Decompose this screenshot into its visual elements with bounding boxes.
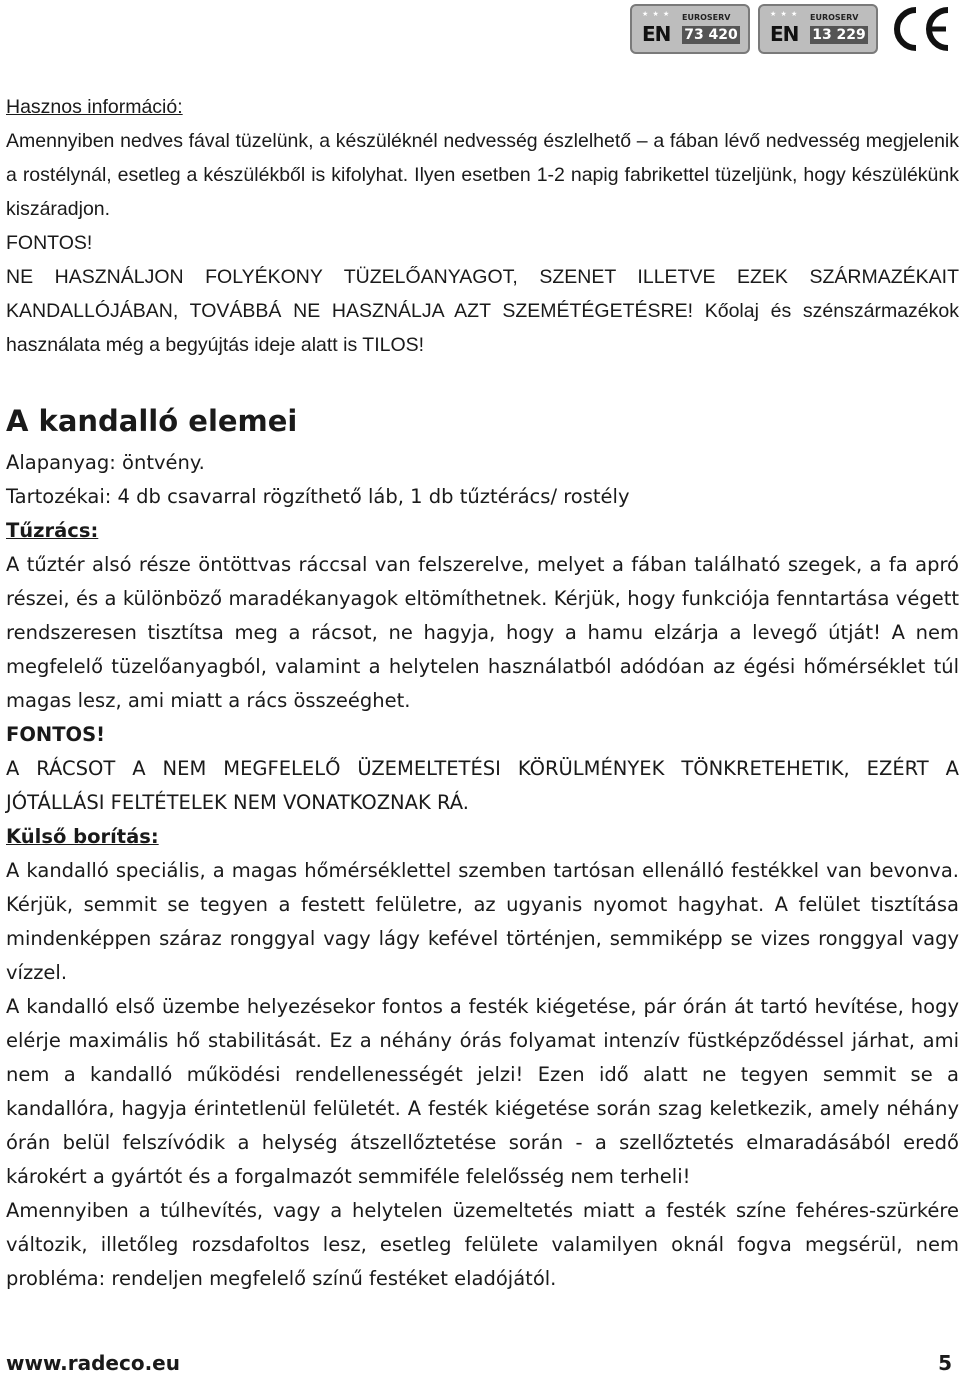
en-badge-1 xyxy=(630,4,750,54)
cover-paragraph-2: A kandalló első üzembe helyezésekor fontos a festék kiégetése, pár órán át tartó hevítése, hogy elérje maximális hő stabilitását. Ez a néhány órás folyamat intenzív füstképződéssel járhat, ami nem a kandalló működési rendellenességét jelzi! Ezen idő alatt ne tegyen semmit se a kandallóra, hagyja érintetlenül felületét. A festék kiégetése során szag keletkezik, amely néhány órán belül felszívódik a helység átszellőztetése során - a szellőztetés elmaradásából eredő károkért a gyártót és a forgalmazót semmiféle felelősség nem terheli! xyxy=(6,995,959,1188)
accessories-text: Tartozékai: 4 db csavarral rögzíthető láb, 1 db tűztérács/ rostély xyxy=(6,485,630,508)
useful-info-section xyxy=(6,90,959,362)
grate-body: A tűztér alsó része öntöttvas ráccsal van felszerelve, melyet a fában található szegek, a fa apró részei, és a különböző maradékanyagok eltömíthetnek. Kérjük, hogy funkciója fenntartása végett rendszeresen tisztítsa meg a rácsot, ne hagyja, hogy a hamu elzárja a levegő útját! A nem megfelelő tüzelőanyagból, valamint a helytelen használatból adódóan az égési hőmérséklet túl magas lesz, ami miatt a rács összeéghet. xyxy=(6,553,959,712)
grate-warn-label: FONTOS! xyxy=(6,723,106,746)
useful-info-title: Hasznos információ: xyxy=(6,96,183,118)
page-footer xyxy=(6,1351,952,1375)
grate-warn-caps: A RÁCSOT A NEM MEGFELELŐ ÜZEMELTETÉSI KÖRÜLMÉNYEK TÖNKRETEHETIK, EZÉRT A JÓTÁLLÁSI FELTÉTELEK NEM VONATKOZNAK RÁ. xyxy=(6,757,959,814)
useful-warn-label: FONTOS! xyxy=(6,232,93,254)
elements-section xyxy=(6,404,959,438)
elements-body xyxy=(6,446,959,1296)
footer-url[interactable]: www.radeco.eu xyxy=(6,1351,180,1375)
cover-title: Külső borítás: xyxy=(6,825,159,848)
badge-prefix: EN xyxy=(770,22,799,46)
cover-paragraph-3: Amennyiben a túlhevítés, vagy a helytelen üzemeltetés miatt a festék színe fehéres-szürkére változik, illetőleg rozsdafoltos lesz, esetleg felülete valamilyen oknál fogva megsérül, nem probléma: rendeljen megfelelő színű festéket eladójától. xyxy=(6,1199,959,1290)
certification-logos xyxy=(630,4,956,54)
eu-stars-icon: ★ ★ ★ xyxy=(770,10,799,18)
grate-title: Tűzrács: xyxy=(6,519,99,542)
useful-warn-tail: Kőolaj és szénszármazékok használata még a begyújtás ideje alatt is TILOS! xyxy=(6,300,959,356)
badge-label: EUROSERV xyxy=(682,13,731,22)
badge-prefix: EN xyxy=(642,22,671,46)
page-number: 5 xyxy=(938,1351,952,1375)
useful-warning xyxy=(6,260,959,362)
material-text: Alapanyag: öntvény. xyxy=(6,451,205,474)
useful-info-body: Amennyiben nedves fával tüzelünk, a készüléknél nedvesség észlelhető – a fában lévő nedvesség megjelenik a rostélynál, esetleg a készülékből is kifolyhat. Ilyen esetben 1-2 napig fabrikettel tüzeljünk, hogy készülékünk kiszáradjon. xyxy=(6,130,959,220)
en-badge-2 xyxy=(758,4,878,54)
section-heading: A kandalló elemei xyxy=(6,404,298,438)
cover-paragraph-1: A kandalló speciális, a magas hőmérséklettel szemben tartósan ellenálló festékkel van bevonva. Kérjük, semmit se tegyen a festett felületre, az ugyanis nyomot hagyhat. A felület tisztítása mindenképpen száraz ronggyal vagy lágy kefével történjen, semmiképp se vizes ronggyal vagy vízzel. xyxy=(6,859,959,984)
badge-label: EUROSERV xyxy=(810,13,859,22)
useful-warn-caps: NE HASZNÁLJON FOLYÉKONY TÜZELŐANYAGOT, SZENET ILLETVE EZEK SZÁRMAZÉKAIT KANDALLÓJÁBAN, TOVÁBBÁ NE HASZNÁLJA AZT SZEMÉTÉGETÉSRE! xyxy=(6,266,959,322)
eu-stars-icon: ★ ★ ★ xyxy=(642,10,671,18)
badge-number: 13 229 xyxy=(810,26,868,44)
ce-mark-icon xyxy=(886,4,956,54)
badge-number: 73 420 xyxy=(682,26,740,44)
